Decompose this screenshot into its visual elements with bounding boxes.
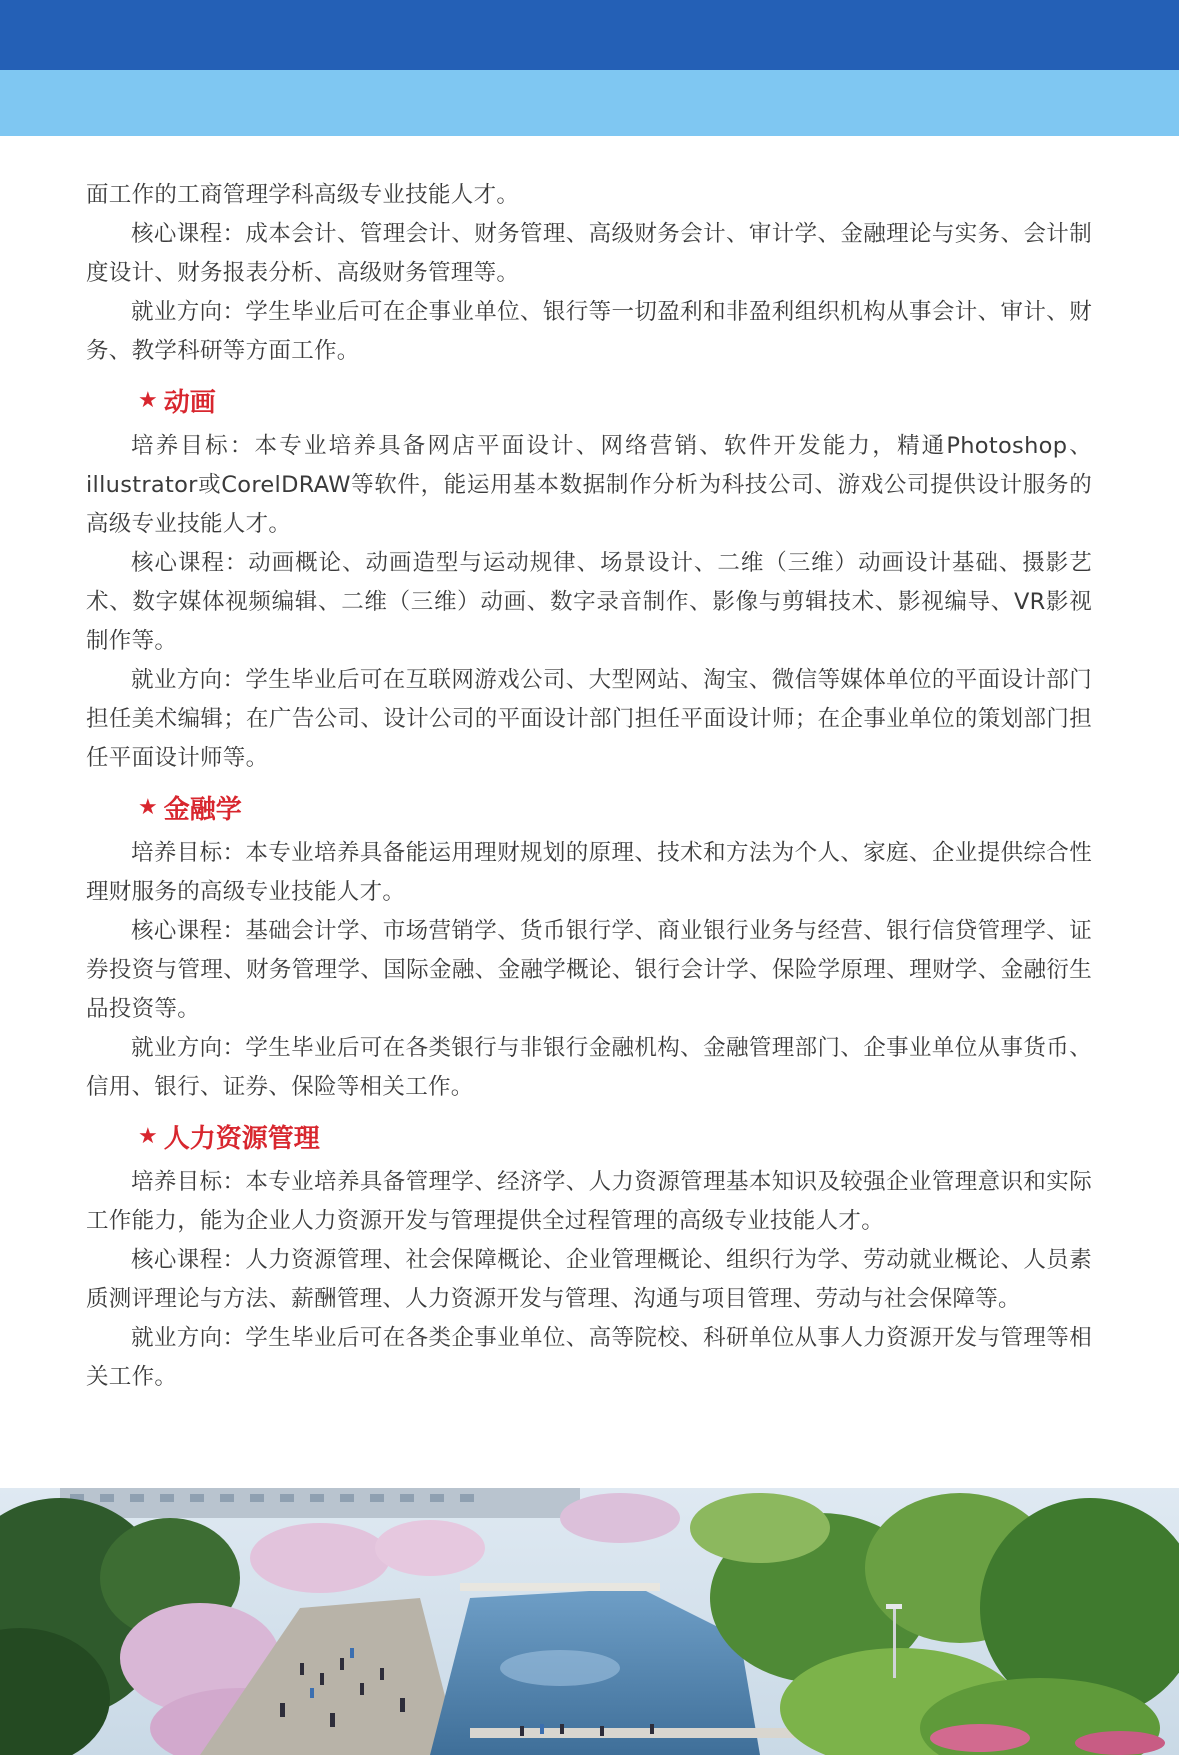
header-band-light [0,70,1179,136]
campus-photo [0,1488,1179,1755]
hr-goal: 培养目标：本专业培养具备管理学、经济学、人力资源管理基本知识及较强企业管理意识和实际工作能力，能为企业人力资源开发与管理提供全过程管理的高级专业技能人才。 [86,1169,1092,1234]
accounting-core-courses: 核心课程：成本会计、管理会计、财务管理、高级财务会计、审计学、金融理论与实务、会计制度设计、财务报表分析、高级财务管理等。 [86,221,1092,286]
star-icon: ★ [138,1123,158,1149]
main-content [86,176,1092,1397]
finance-career: 就业方向：学生毕业后可在各类银行与非银行金融机构、金融管理部门、企事业单位从事货币、信用、银行、证券、保险等相关工作。 [86,1035,1092,1100]
finance-goal: 培养目标：本专业培养具备能运用理财规划的原理、技术和方法为个人、家庭、企业提供综合性理财服务的高级专业技能人才。 [86,840,1092,905]
section-title-label: 人力资源管理 [163,1123,320,1154]
animation-goal: 培养目标：本专业培养具备网店平面设计、网络营销、软件开发能力，精通Photoshop、illustrator或CorelDRAW等软件，能运用基本数据制作分析为科技公司、游戏公司提供设计服务的高级专业技能人才。 [86,433,1092,537]
section-title-label: 金融学 [163,794,242,825]
section-title-label: 动画 [163,387,216,418]
star-icon: ★ [138,794,158,820]
animation-career: 就业方向：学生毕业后可在互联网游戏公司、大型网站、淘宝、微信等媒体单位的平面设计部门担任美术编辑；在广告公司、设计公司的平面设计部门担任平面设计师；在企事业单位的策划部门担任平面设计师等。 [86,667,1092,771]
section-title-animation [138,379,1092,421]
star-icon: ★ [138,387,158,413]
accounting-career: 就业方向：学生毕业后可在企事业单位、银行等一切盈利和非盈利组织机构从事会计、审计、财务、教学科研等方面工作。 [86,299,1092,364]
hr-career: 就业方向：学生毕业后可在各类企事业单位、高等院校、科研单位从事人力资源开发与管理等相关工作。 [86,1325,1092,1390]
animation-core-courses: 核心课程：动画概论、动画造型与运动规律、场景设计、二维（三维）动画设计基础、摄影艺术、数字媒体视频编辑、二维（三维）动画、数字录音制作、影像与剪辑技术、影视编导、VR影视制作等。 [86,550,1092,654]
intro-line: 面工作的工商管理学科高级专业技能人才。 [86,182,520,208]
header-band-dark [0,0,1179,70]
hr-core-courses: 核心课程：人力资源管理、社会保障概论、企业管理概论、组织行为学、劳动就业概论、人员素质测评理论与方法、薪酬管理、人力资源开发与管理、沟通与项目管理、劳动与社会保障等。 [86,1247,1092,1312]
section-title-hr [138,1115,1092,1157]
finance-core-courses: 核心课程：基础会计学、市场营销学、货币银行学、商业银行业务与经营、银行信贷管理学、证券投资与管理、财务管理学、国际金融、金融学概论、银行会计学、保险学原理、理财学、金融衍生品投资等。 [86,918,1092,1022]
section-title-finance [138,786,1092,828]
